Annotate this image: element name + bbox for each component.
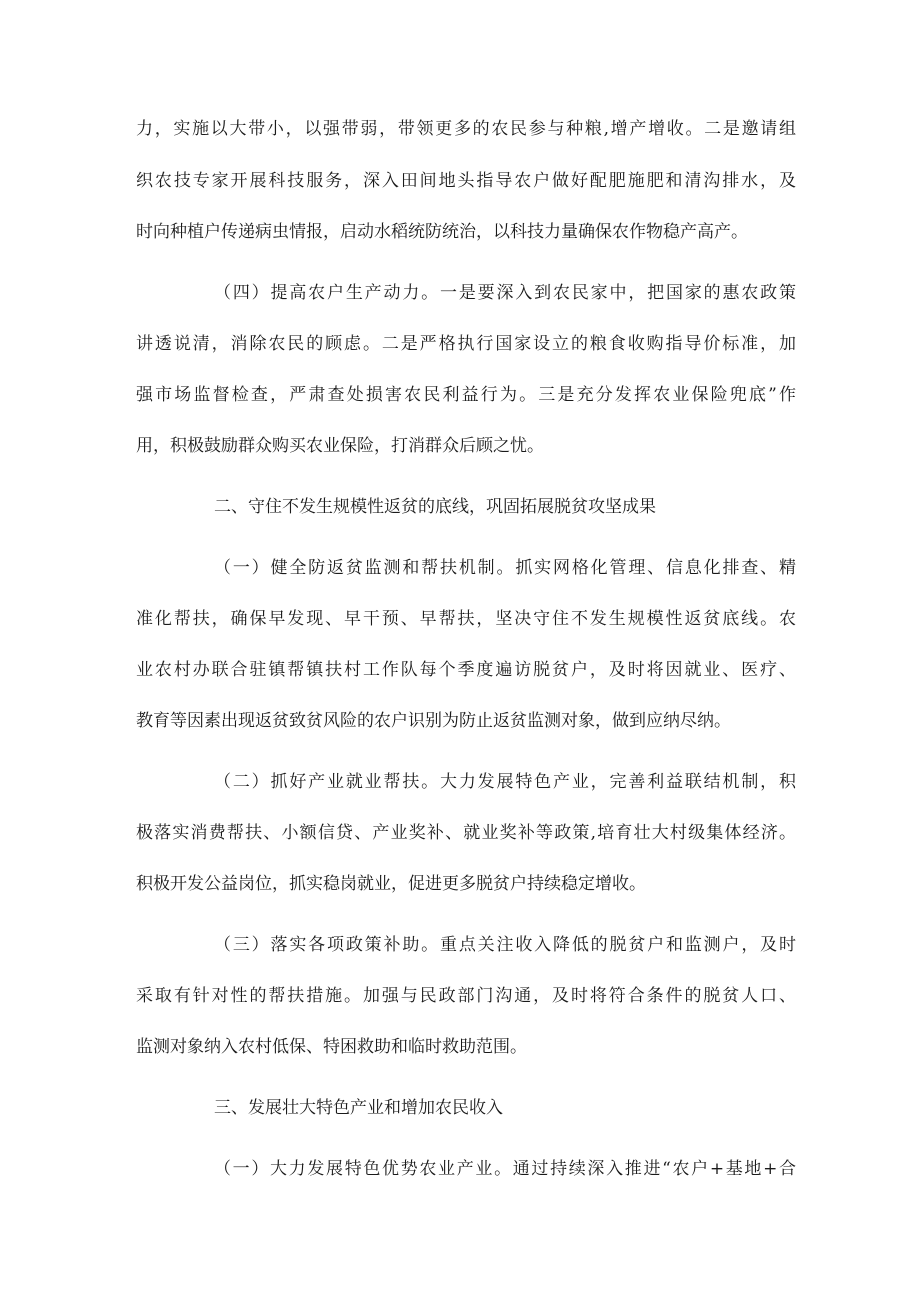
section-heading: 三、发展壮大特色产业和增加农民收入 xyxy=(214,1098,503,1118)
paragraph-line: （一）大力发展特色优势农业产业。通过持续深入推进“农户+基地+合 xyxy=(214,1159,796,1179)
paragraph-line: 业农村办联合驻镇帮镇扶村工作队每个季度遍访脱贫户，及时将因就业、医疗、 xyxy=(136,660,796,680)
paragraph-line: 教育等因素出现返贫致贫风险的农户识别为防止返贫监测对象，做到应纳尽纳。 xyxy=(136,711,731,731)
paragraph-line: 极落实消费帮扶、小额信贷、产业奖补、就业奖补等政策,培育壮大村级集体经济。 xyxy=(136,823,796,843)
paragraph-line: 监测对象纳入农村低保、特困救助和临时救助范围。 xyxy=(136,1037,527,1057)
paragraph-line: 力，实施以大带小，以强带弱，带领更多的农民参与种粮,增产增收。二是邀请组 xyxy=(136,119,796,139)
paragraph-line: 采取有针对性的帮扶措施。加强与民政部门沟通，及时将符合条件的脱贫人口、 xyxy=(136,986,796,1006)
paragraph-line: 时向种植户传递病虫情报，启动水稻统防统治，以科技力量确保农作物稳产高产。 xyxy=(136,222,748,242)
paragraph-line: （四）提高农户生产动力。一是要深入到农民家中，把国家的惠农政策 xyxy=(214,283,796,303)
section-heading: 二、守住不发生规模性返贫的底线，巩固拓展脱贫攻坚成果 xyxy=(214,497,656,517)
paragraph-line: （二）抓好产业就业帮扶。大力发展特色产业，完善利益联结机制，积 xyxy=(214,772,796,792)
paragraph-line: （三）落实各项政策补助。重点关注收入降低的脱贫户和监测户，及时 xyxy=(214,935,796,955)
paragraph-line: 积极开发公益岗位，抓实稳岗就业，促进更多脱贫户持续稳定增收。 xyxy=(136,874,646,894)
paragraph-line: 讲透说清，消除农民的顾虑。二是严格执行国家设立的粮食收购指导价标准，加 xyxy=(136,334,796,354)
paragraph-line: 织农技专家开展科技服务，深入田间地头指导农户做好配肥施肥和清沟排水，及 xyxy=(136,171,796,191)
paragraph-line: 用，积极鼓励群众购买农业保险，打消群众后顾之忧。 xyxy=(136,436,544,456)
paragraph-line: 准化帮扶，确保早发现、早干预、早帮扶，坚决守住不发生规模性返贫底线。农 xyxy=(136,609,796,629)
paragraph-line: 强市场监督检查，严肃查处损害农民利益行为。三是充分发挥农业保险兜底”作 xyxy=(136,385,796,405)
paragraph-line: （一）健全防返贫监测和帮扶机制。抓实网格化管理、信息化排查、精 xyxy=(214,558,796,578)
